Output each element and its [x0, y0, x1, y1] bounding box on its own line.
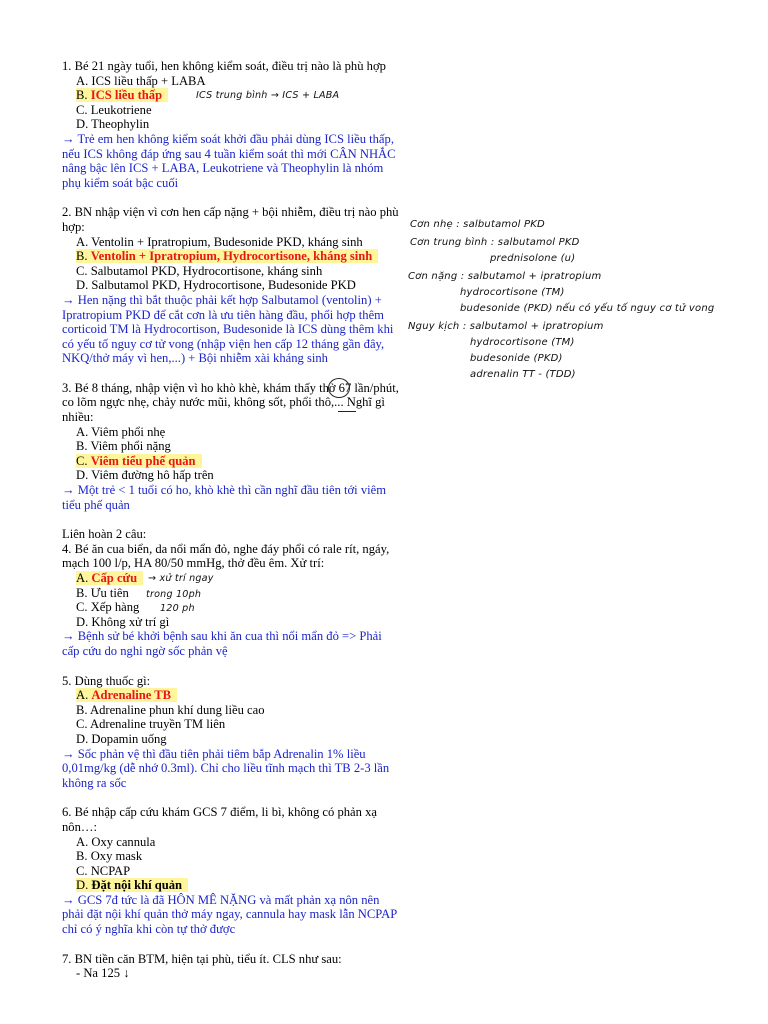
chain-question-intro: Liên hoàn 2 câu: [62, 527, 147, 542]
question-4-handwritten-note-a: → xử trí ngay [148, 573, 214, 584]
question-4-explanation: → Bệnh sử bé khởi bệnh sau khi ăn cua thì nổi mẩn đỏ => Phải cấp cứu do nghi ngờ sốc phản vệ [62, 629, 382, 658]
question-2-option-d: D. Salbutamol PKD, Hydrocortisone, Budesonide PKD [76, 278, 356, 293]
note-line-9: budesonide (PKD) [470, 353, 563, 364]
question-1-text: 1. Bé 21 ngày tuổi, hen không kiểm soát, điều trị nào là phù hợp [62, 59, 386, 73]
handwritten-asthma-notes [408, 216, 715, 386]
question-2-explanation: → Hen nặng thì bắt thuộc phải kết hợp Salbutamol (ventolin) + Ipratropium PKD để cắt cơn là ưu tiên hàng đầu, phối hợp thêm corticoid TM là Hydrocortison, Budesonide là ICS dùng thêm khi có yếu tố nguy cơ tử vong (nhập viện hen cấp 12 tháng gần đây, NKQ/thở máy vì hen,...) + Bội nhiễm xài kháng sinh [62, 292, 394, 366]
question-4-handwritten-note-b: trong 10ph [146, 588, 202, 600]
question-2 [62, 205, 402, 366]
question-6-option-c: C. NCPAP [76, 863, 131, 878]
question-2-option-a: A. Ventolin + Ipratropium, Budesonide PKD, kháng sinh [76, 234, 363, 249]
question-4-text: 4. Bé ăn cua biển, da nổi mẩn đỏ, nghe đáy phổi có rale rít, ngáy, mạch 100 l/p, HA 80/50 mmHg, thở đều êm. Xử trí: [62, 541, 390, 571]
note-line-4: Cơn nặng : salbutamol + ipratropium [408, 271, 602, 282]
question-3-explanation: → Một trẻ < 1 tuổi có ho, khò khè thì cần nghĩ đầu tiên tới viêm tiểu phế quản [62, 483, 387, 512]
question-1-correct-answer: B. ICS liều thấp [76, 88, 168, 102]
note-line-5: hydrocortisone (TM) [460, 287, 565, 298]
question-6-option-b: B. Oxy mask [76, 849, 143, 864]
question-5-correct-answer: A. Adrenaline TB [76, 688, 177, 702]
note-line-10: adrenalin TT - (TDD) [470, 369, 576, 380]
note-line-8: hydrocortisone (TM) [470, 337, 575, 348]
question-1-explanation: → Trẻ em hen không kiểm soát khởi đầu phải dùng ICS liều thấp, nếu ICS không đáp ứng sau 4 tuần kiểm soát thì mới CÂN NHẮC nâng bậc lên ICS + LABA, Leukotriene và Theophylin là nhóm phụ kiểm soát bậc cuối [62, 131, 396, 190]
question-6-option-a: A. Oxy cannula [76, 834, 156, 849]
question-6 [62, 805, 402, 936]
question-4-correct-answer: A. Cấp cứu [76, 571, 143, 585]
question-6-correct-answer: D. Đặt nội khí quản [76, 878, 188, 892]
question-3-option-b: B. Viêm phổi nặng [76, 439, 171, 454]
hand-drawn-circle-mark [328, 378, 350, 398]
question-5-option-d: D. Dopamin uống [76, 731, 167, 746]
question-5-text: 5. Dùng thuốc gì: [62, 673, 151, 688]
question-4 [62, 527, 402, 658]
question-5-explanation: → Sốc phản vệ thì đầu tiên phải tiêm bắp Adrenalin 1% liều 0,01mg/kg (dễ nhớ 0.3ml). Chỉ cho liều tĩnh mạch thì TB 2-3 lần không ra sốc [62, 746, 390, 790]
note-line-1: Cơn nhẹ : salbutamol PKD [410, 219, 545, 230]
question-3 [62, 381, 402, 512]
question-7 [62, 952, 402, 981]
question-4-option-b: B. Ưu tiên trong 10ph [62, 586, 402, 601]
question-2-option-c: C. Salbutamol PKD, Hydrocortisone, kháng sinh [76, 263, 323, 278]
question-2-correct-answer: B. Ventolin + Ipratropium, Hydrocortisone, kháng sinh [76, 249, 378, 263]
question-1-option-a: A. ICS liều thấp + LABA [76, 73, 206, 88]
question-5-option-b: B. Adrenaline phun khí dung liều cao [76, 702, 265, 717]
question-3-option-a: A. Viêm phổi nhẹ [76, 424, 166, 439]
question-5-option-c: C. Adrenaline truyền TM liên [76, 717, 226, 732]
question-6-option-d [62, 878, 402, 893]
question-5-option-a [62, 688, 402, 703]
question-1 [62, 59, 402, 190]
question-4-option-a [62, 571, 402, 586]
question-6-explanation: → GCS 7đ tức là đã HÔN MÊ NẶNG và mất phản xạ nôn nên phải đặt nội khí quản thở máy ngay, cannula hay mask lẫn NCPAP chỉ có ý nghĩa khi còn tự thở được [62, 892, 397, 937]
note-line-7: Nguy kịch : salbutamol + ipratropium [408, 321, 604, 332]
question-1-option-c: C. Leukotriene [76, 102, 152, 117]
question-7-lab-line-1: - Na 125 ↓ [76, 966, 130, 981]
question-1-handwritten-note: ICS trung bình → ICS + LABA [196, 90, 340, 102]
question-5 [62, 674, 402, 791]
question-3-correct-answer: C. Viêm tiểu phế quản [76, 454, 202, 468]
note-line-6: budesonide (PKD) nếu có yếu tố nguy cơ tử vong [460, 303, 715, 314]
question-3-text: 3. Bé 8 tháng, nhập viện vì ho khò khè, khám thấy thở 67 lần/phút, co lõm ngực nhẹ, chảy nước mũi, không sốt, phổi thô,... Nghĩ gì nhiều: [62, 380, 399, 425]
question-4-handwritten-note-c: 120 ph [160, 603, 195, 615]
question-2-option-b [62, 249, 402, 264]
question-1-option-b [62, 88, 402, 103]
note-line-2: Cơn trung bình : salbutamol PKD [410, 237, 580, 248]
question-4-option-c: C. Xếp hàng 120 ph [62, 600, 402, 615]
question-column [62, 59, 402, 981]
question-3-option-c [62, 454, 402, 469]
question-7-text: 7. BN tiền căn BTM, hiện tại phù, tiểu ít. CLS như sau: [62, 951, 342, 966]
question-2-text: 2. BN nhập viện vì cơn hen cấp nặng + bội nhiễm, điều trị nào phù hợp: [62, 205, 399, 234]
note-line-3: prednisolone (u) [490, 253, 576, 264]
question-6-text: 6. Bé nhập cấp cứu khám GCS 7 điểm, li bì, không có phản xạ nôn…: [62, 805, 377, 834]
question-4-option-d: D. Không xử trí gì [76, 614, 170, 629]
question-3-option-d: D. Viêm đường hô hấp trên [76, 468, 214, 483]
question-1-option-d: D. Theophylin [76, 117, 150, 132]
hand-drawn-underline-mark [338, 411, 356, 412]
